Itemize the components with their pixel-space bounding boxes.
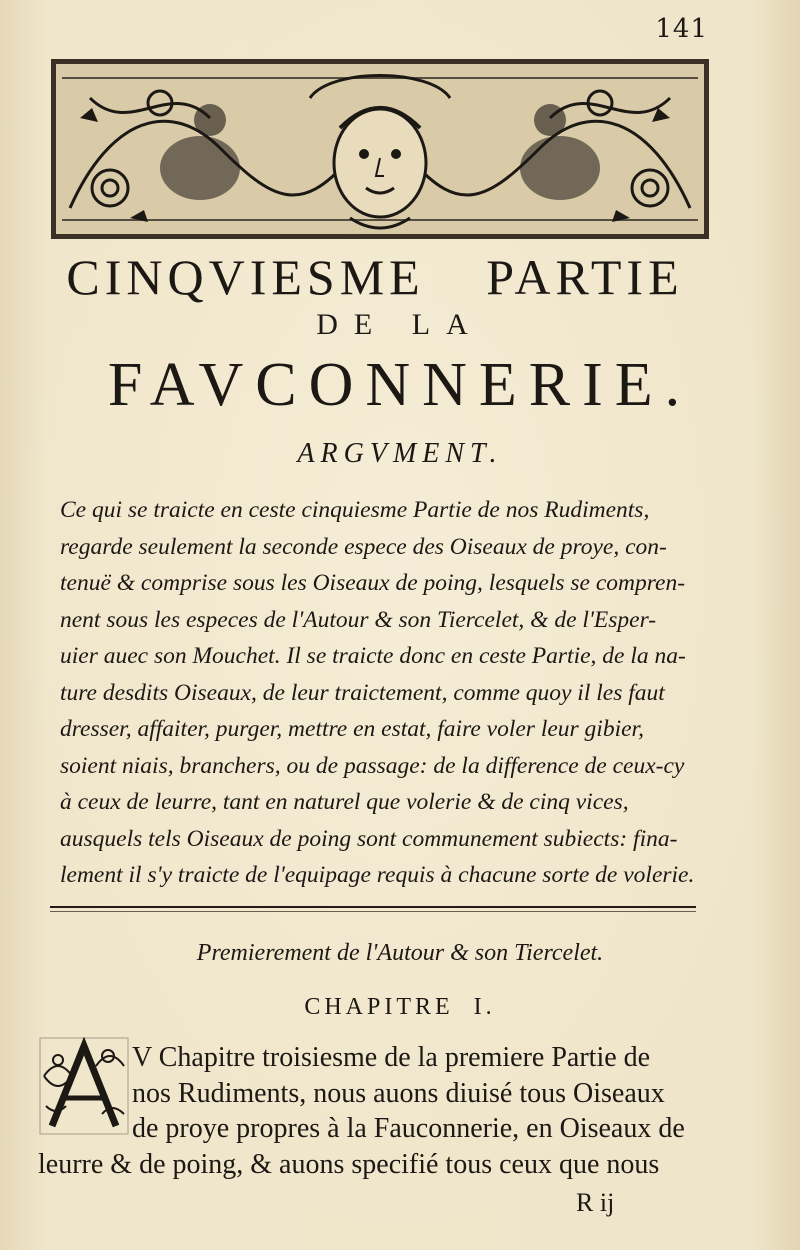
argument-line: regarde seulement la seconde espece des Oiseaux de proye, con-: [60, 533, 667, 560]
chapter-body-text: [38, 1040, 710, 1182]
argument-line: lement il s'y traicte de l'equipage requis à chacune sorte de volerie.: [60, 862, 695, 888]
chapter-label: CHAPITRE: [304, 994, 454, 1020]
chapter-number: I.: [473, 994, 496, 1020]
woodcut-headpiece-ornament: [50, 58, 710, 240]
argument-line: soient niais, branchers, ou de passage: de la difference de ceux-cy: [60, 752, 685, 779]
section-heading: Premierement de l'Autour & son Tiercelet.: [196, 940, 604, 966]
section-divider-rule-thin: [50, 911, 696, 912]
argument-line: à ceux de leurre, tant en naturel que volerie & de cinq vices,: [60, 789, 629, 815]
argument-line: Ce qui se traicte en ceste cinquiesme Partie de nos Rudiments,: [60, 497, 650, 523]
body-line: leurre & de poing, & auons specifié tous ceux que nous: [38, 1148, 660, 1180]
section-divider-rule: [50, 906, 696, 908]
body-line: V Chapitre troisiesme de la premiere Partie de: [132, 1042, 651, 1073]
argument-line: dresser, affaiter, purger, mettre en estat, faire voler leur gibier,: [60, 716, 644, 742]
argument-heading: ARGVMENT.: [297, 438, 503, 469]
argument-line: uier auec son Mouchet. Il se traicte donc en ceste Partie, de la na-: [60, 643, 686, 669]
body-line: nos Rudiments, nous auons diuisé tous Oiseaux: [132, 1077, 665, 1109]
argument-line: nent sous les especes de l'Autour & son Tiercelet, & de l'Esper-: [60, 606, 657, 633]
argument-line: ture desdits Oiseaux, de leur traictement, comme quoy il les faut: [60, 679, 665, 706]
part-title: CINQVIESME PARTIE: [66, 249, 684, 305]
part-title-de-la: DE LA: [316, 308, 484, 341]
argument-line: ausquels tels Oiseaux de poing sont communement subiects: fina-: [60, 825, 678, 852]
chapter-title: [0, 994, 800, 1021]
part-title-fauconnerie: FAVCONNERIE.: [107, 351, 693, 419]
argument-line: tenuë & comprise sous les Oiseaux de poing, lesquels se compren-: [60, 570, 686, 596]
body-line: de proye propres à la Fauconnerie, en Oiseaux de: [132, 1113, 685, 1144]
argument-paragraph: [60, 492, 714, 894]
page-number: 141: [655, 14, 708, 44]
signature-mark: R ij: [576, 1188, 615, 1217]
